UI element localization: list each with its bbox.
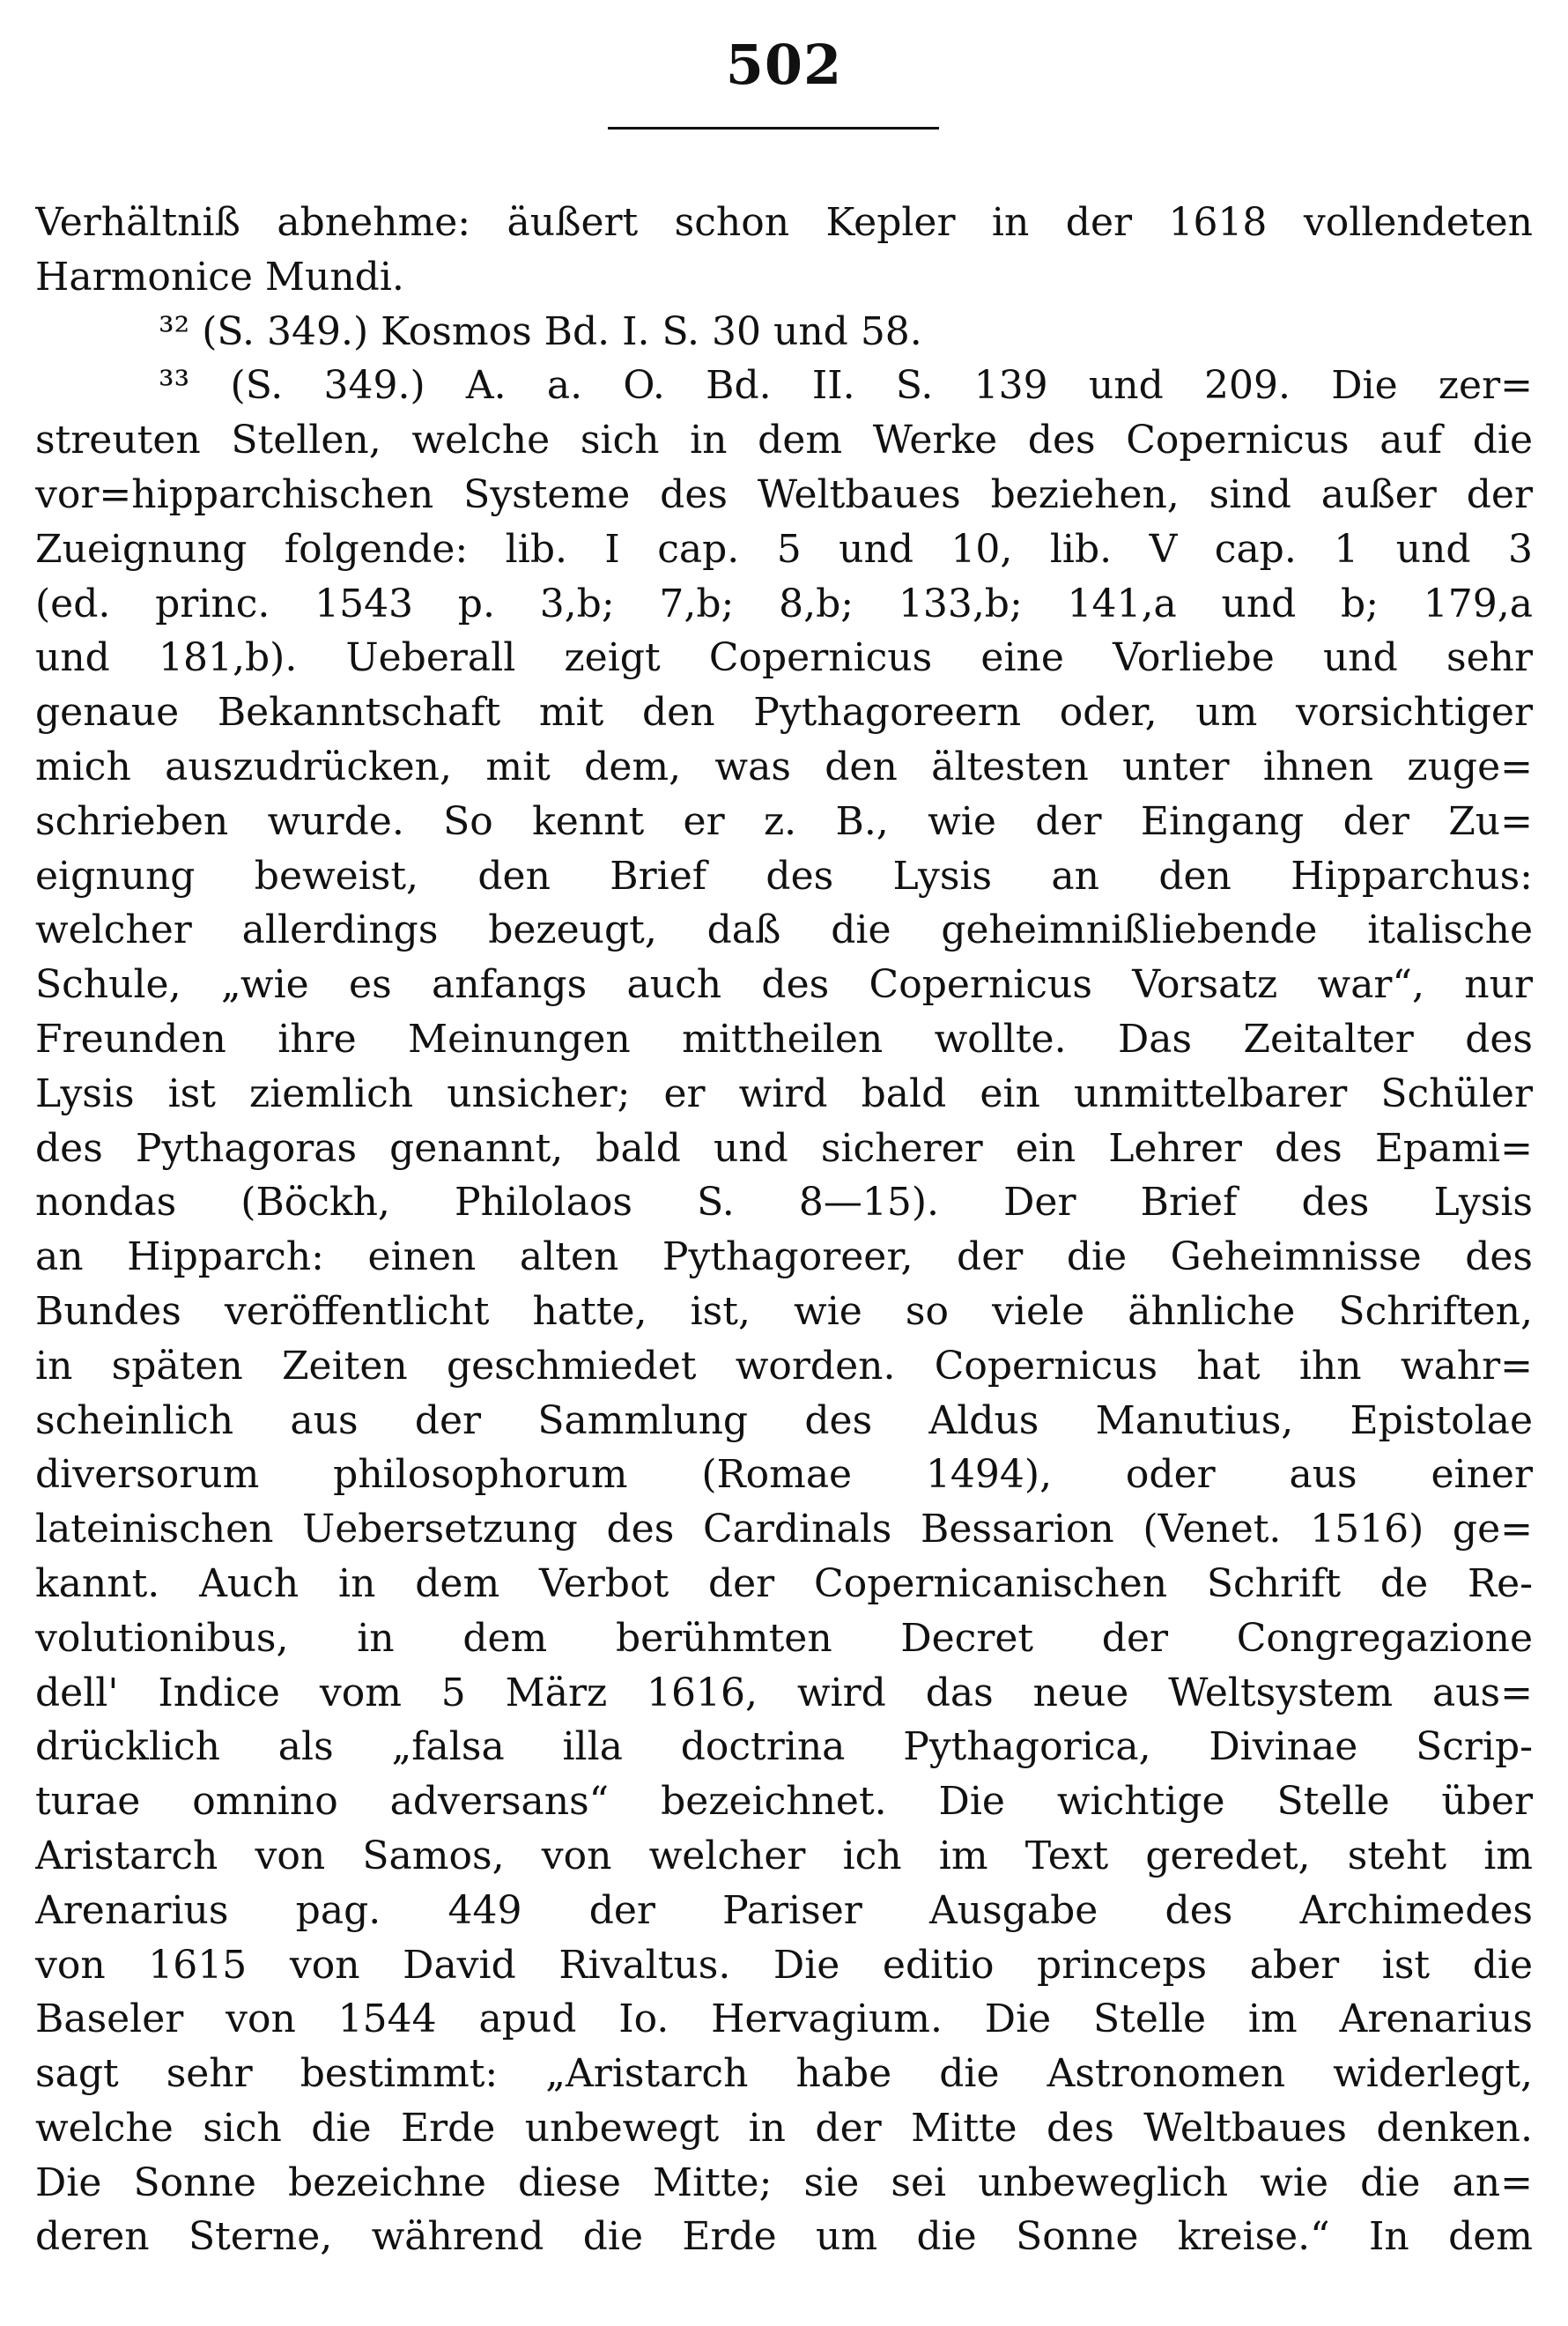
header-rule <box>608 127 939 130</box>
text-line: des Pythagoras genannt, bald und sicherer ein Lehrer des Epami= <box>35 1125 1533 1171</box>
text-line: von 1615 von David Rivaltus. Die editio princeps aber ist die <box>35 1942 1533 1988</box>
text-line: diversorum philosophorum (Romae 1494), oder aus einer <box>35 1452 1533 1498</box>
text-line: lateinischen Uebersetzung des Cardinals Bessarion (Venet. 1516) ge= <box>35 1507 1533 1552</box>
text-line: welcher allerdings bezeugt, daß die geheimnißliebende italische <box>35 907 1533 953</box>
text-line: ³³ (S. 349.) A. a. O. Bd. II. S. 139 und 209. Die zer= <box>159 363 1533 409</box>
page-number: 502 <box>725 33 843 97</box>
text-line: welche sich die Erde unbewegt in der Mitte des Weltbaues denken. <box>35 2105 1533 2151</box>
text-line: Verhältniß abnehme: äußert schon Kepler in der 1618 vollendeten <box>35 200 1533 245</box>
text-line: Schule, „wie es anfangs auch des Copernicus Vorsatz war“, nur <box>35 962 1533 1008</box>
text-line: vor=hipparchischen Systeme des Weltbaues beziehen, sind außer der <box>35 471 1533 517</box>
text-line: deren Sterne, während die Erde um die Sonne kreise.“ In dem <box>35 2214 1533 2260</box>
text-line: Aristarch von Samos, von welcher ich im Text geredet, steht im <box>35 1833 1533 1878</box>
text-line: sagt sehr bestimmt: „Aristarch habe die Astronomen widerlegt, <box>35 2051 1533 2097</box>
text-line: Zueignung folgende: lib. I cap. 5 und 10, lib. V cap. 1 und 3 <box>35 526 1533 572</box>
text-line: mich auszudrücken, mit dem, was den ältesten unter ihnen zuge= <box>35 744 1533 789</box>
text-line: Harmonice Mundi. <box>35 254 404 300</box>
text-line: ³² (S. 349.) Kosmos Bd. I. S. 30 und 58. <box>159 308 922 354</box>
text-line: an Hipparch: einen alten Pythagoreer, der die Geheimnisse des <box>35 1234 1533 1280</box>
footnote-text <box>35 196 1533 2264</box>
text-line: kannt. Auch in dem Verbot der Copernicanischen Schrift de Re- <box>35 1560 1533 1606</box>
text-line: Bundes veröffentlicht hatte, ist, wie so viele ähnliche Schriften, <box>35 1288 1533 1334</box>
text-line: turae omnino adversans“ bezeichnet. Die wichtige Stelle über <box>35 1779 1533 1825</box>
text-line: volutionibus, in dem berühmten Decret der Congregazione <box>35 1615 1533 1661</box>
text-line: Arenarius pag. 449 der Pariser Ausgabe des Archimedes <box>35 1887 1533 1933</box>
text-line: nondas (Böckh, Philolaos S. 8—15). Der Brief des Lysis <box>35 1180 1533 1226</box>
text-line: streuten Stellen, welche sich in dem Werke des Copernicus auf die <box>35 418 1533 463</box>
text-line: Lysis ist ziemlich unsicher; er wird bald ein unmittelbarer Schüler <box>35 1070 1533 1116</box>
text-line: dell' Indice vom 5 März 1616, wird das neue Weltsystem aus= <box>35 1670 1533 1715</box>
text-line: Die Sonne bezeichne diese Mitte; sie sei unbeweglich wie die an= <box>35 2159 1533 2205</box>
text-line: Baseler von 1544 apud Io. Hervagium. Die Stelle im Arenarius <box>35 1996 1533 2042</box>
text-line: eignung beweist, den Brief des Lysis an den Hipparchus: <box>35 853 1533 899</box>
text-line: (ed. princ. 1543 p. 3,b; 7,b; 8,b; 133,b; 141,a und b; 179,a <box>35 581 1533 626</box>
text-line: und 181,b). Ueberall zeigt Copernicus eine Vorliebe und sehr <box>35 635 1533 681</box>
text-line: scheinlich aus der Sammlung des Aldus Manutius, Epistolae <box>35 1397 1533 1443</box>
text-line: schrieben wurde. So kennt er z. B., wie der Eingang der Zu= <box>35 798 1533 844</box>
text-line: Freunden ihre Meinungen mittheilen wollte. Das Zeitalter des <box>35 1016 1533 1062</box>
text-line: genaue Bekanntschaft mit den Pythagoreern oder, um vorsichtiger <box>35 690 1533 736</box>
text-line: in späten Zeiten geschmiedet worden. Copernicus hat ihn wahr= <box>35 1343 1533 1389</box>
text-line: drücklich als „falsa illa doctrina Pythagorica, Divinae Scrip- <box>35 1724 1533 1770</box>
